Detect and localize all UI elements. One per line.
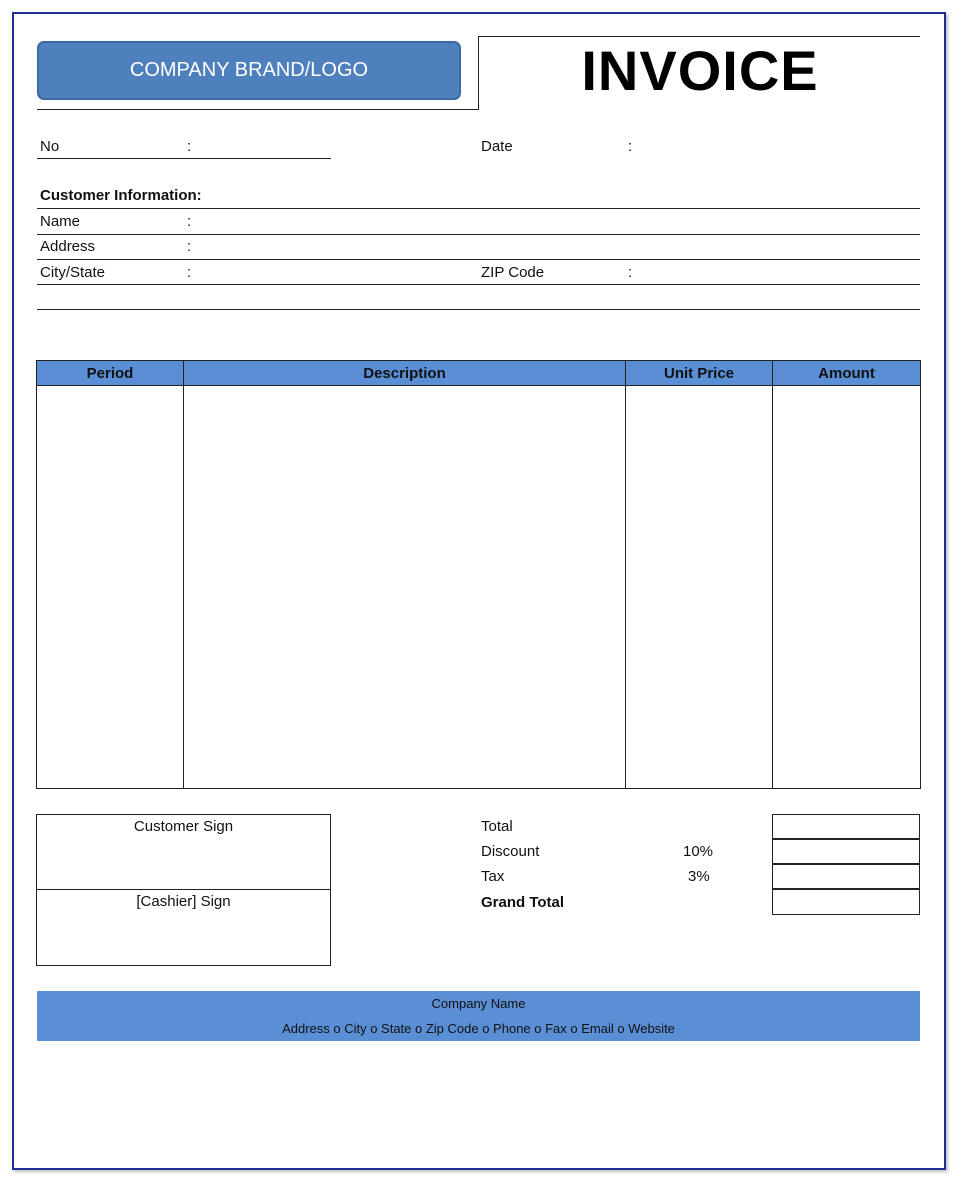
customer-info-heading: Customer Information: <box>40 187 202 204</box>
footer-bar <box>37 991 920 1041</box>
no-colon: : <box>187 138 192 155</box>
discount-value-box[interactable] <box>772 839 920 864</box>
column-header-description: Description <box>184 361 626 386</box>
address-label: Address <box>40 238 96 255</box>
tax-value-box[interactable] <box>772 864 920 889</box>
divider <box>37 208 920 209</box>
column-header-amount: Amount <box>773 361 921 386</box>
no-field-line[interactable] <box>37 158 331 159</box>
address-colon: : <box>187 238 192 255</box>
cashier-sign-box[interactable] <box>36 889 331 966</box>
customer-sign-box[interactable] <box>36 814 331 890</box>
items-table <box>36 360 921 789</box>
address-field-line[interactable] <box>37 259 920 260</box>
footer-contact-line: Address o City o State o Zip Code o Phone o Fax o Email o Website <box>282 1021 675 1036</box>
amount-cell[interactable] <box>773 386 921 789</box>
company-logo <box>37 41 461 100</box>
total-value-box[interactable] <box>772 814 920 839</box>
logo-text: COMPANY BRAND/LOGO <box>129 59 369 81</box>
name-field-line[interactable] <box>37 234 920 235</box>
invoice-title: INVOICE <box>581 39 819 102</box>
title-underline <box>37 109 479 110</box>
city-state-label: City/State <box>40 264 106 281</box>
column-header-period: Period <box>37 361 184 386</box>
column-header-unit-price: Unit Price <box>626 361 773 386</box>
name-label: Name <box>40 213 81 230</box>
table-row <box>37 386 921 789</box>
date-label: Date <box>481 138 513 155</box>
grand-total-value-box[interactable] <box>772 889 920 915</box>
discount-label: Discount <box>481 843 540 860</box>
description-cell[interactable] <box>184 386 626 789</box>
unit-price-cell[interactable] <box>626 386 773 789</box>
total-label: Total <box>481 818 513 835</box>
cashier-sign-label: [Cashier] Sign <box>136 893 231 910</box>
discount-rate: 10% <box>683 843 714 860</box>
grand-total-label: Grand Total <box>481 894 565 911</box>
tax-label: Tax <box>481 868 505 885</box>
date-colon: : <box>628 138 633 155</box>
period-cell[interactable] <box>37 386 184 789</box>
city-field-line[interactable] <box>37 284 920 285</box>
zip-code-colon: : <box>628 264 633 281</box>
name-colon: : <box>187 213 192 230</box>
extra-field-line[interactable] <box>37 309 920 310</box>
city-state-colon: : <box>187 264 192 281</box>
tax-rate: 3% <box>688 868 710 885</box>
no-label: No <box>40 138 60 155</box>
zip-code-label: ZIP Code <box>481 264 545 281</box>
footer-company-name: Company Name <box>431 996 526 1011</box>
customer-sign-label: Customer Sign <box>133 818 234 835</box>
